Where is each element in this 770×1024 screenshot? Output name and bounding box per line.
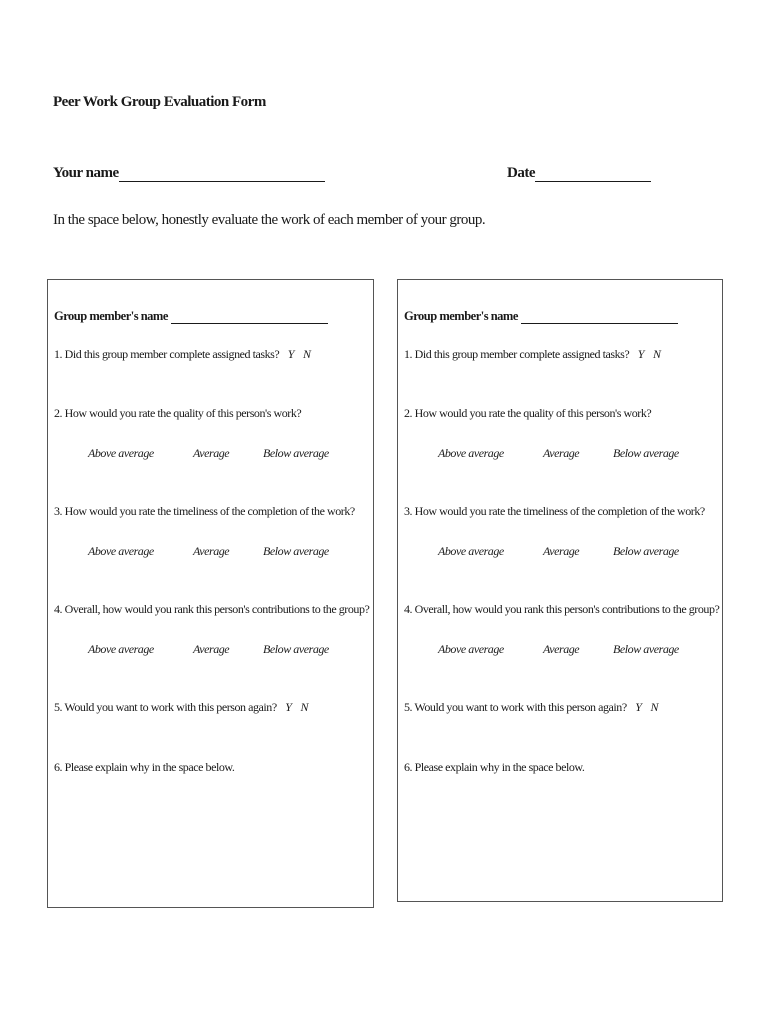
rating-below-average[interactable]: Below average <box>263 544 329 558</box>
rating-above-average[interactable]: Above average <box>438 544 504 558</box>
question-2: 2. How would you rate the quality of this person's work? <box>404 406 652 420</box>
question-1-text: 1. Did this group member complete assigned tasks? <box>404 347 630 361</box>
member-name-field[interactable] <box>54 309 328 324</box>
rating-above-average[interactable]: Above average <box>88 642 154 656</box>
yes-no-choice[interactable] <box>288 347 311 361</box>
yes-no-choice[interactable] <box>635 700 658 714</box>
rating-below-average[interactable]: Below average <box>613 446 679 460</box>
rating-average[interactable]: Average <box>193 446 230 460</box>
your-name-blank[interactable] <box>119 167 325 182</box>
rating-below-average[interactable]: Below average <box>263 446 329 460</box>
question-5 <box>54 700 308 715</box>
evaluation-card-2 <box>397 279 723 902</box>
rating-above-average[interactable]: Above average <box>88 446 154 460</box>
date-label: Date <box>507 165 535 181</box>
rating-average[interactable]: Average <box>193 544 230 558</box>
question-3: 3. How would you rate the timeliness of the completion of the work? <box>54 504 355 518</box>
rating-below-average[interactable]: Below average <box>263 642 329 656</box>
question-2: 2. How would you rate the quality of this person's work? <box>54 406 302 420</box>
no-option[interactable]: N <box>653 347 661 361</box>
your-name-label: Your name <box>53 165 119 181</box>
yes-option[interactable]: Y <box>285 700 292 714</box>
member-name-field[interactable] <box>404 309 678 324</box>
yes-option[interactable]: Y <box>287 347 295 361</box>
yes-no-choice[interactable] <box>285 700 308 714</box>
rating-above-average[interactable]: Above average <box>88 544 154 558</box>
member-name-blank[interactable] <box>171 313 328 324</box>
rating-above-average[interactable]: Above average <box>438 642 504 656</box>
rating-average[interactable]: Average <box>543 642 580 656</box>
no-option[interactable]: N <box>650 700 659 714</box>
date-blank[interactable] <box>535 167 651 182</box>
rating-below-average[interactable]: Below average <box>613 544 679 558</box>
question-5-text: 5. Would you want to work with this person again? <box>404 700 627 714</box>
question-4: 4. Overall, how would you rank this person's contributions to the group? <box>404 602 720 616</box>
question-1 <box>404 347 661 362</box>
question-1-text: 1. Did this group member complete assigned tasks? <box>54 347 280 361</box>
rating-below-average[interactable]: Below average <box>613 642 679 656</box>
question-1 <box>54 347 311 362</box>
question-6: 6. Please explain why in the space below. <box>404 760 585 774</box>
your-name-field[interactable] <box>53 165 325 182</box>
yes-option[interactable]: Y <box>635 700 642 714</box>
rating-above-average[interactable]: Above average <box>438 446 504 460</box>
rating-average[interactable]: Average <box>543 446 580 460</box>
instructions: In the space below, honestly evaluate the work of each member of your group. <box>53 212 486 228</box>
form-title: Peer Work Group Evaluation Form <box>53 94 266 110</box>
evaluation-card-1 <box>47 279 374 908</box>
question-6: 6. Please explain why in the space below. <box>54 760 235 774</box>
date-field[interactable] <box>507 165 651 182</box>
yes-no-choice[interactable] <box>638 347 661 361</box>
rating-average[interactable]: Average <box>543 544 580 558</box>
rating-average[interactable]: Average <box>193 642 230 656</box>
question-4: 4. Overall, how would you rank this person's contributions to the group? <box>54 602 370 616</box>
question-5-text: 5. Would you want to work with this person again? <box>54 700 277 714</box>
no-option[interactable]: N <box>303 347 311 361</box>
question-5 <box>404 700 658 715</box>
no-option[interactable]: N <box>300 700 309 714</box>
member-name-label: Group member's name <box>54 309 168 323</box>
yes-option[interactable]: Y <box>637 347 645 361</box>
member-name-blank[interactable] <box>521 313 678 324</box>
question-3: 3. How would you rate the timeliness of the completion of the work? <box>404 504 705 518</box>
member-name-label: Group member's name <box>404 309 518 323</box>
